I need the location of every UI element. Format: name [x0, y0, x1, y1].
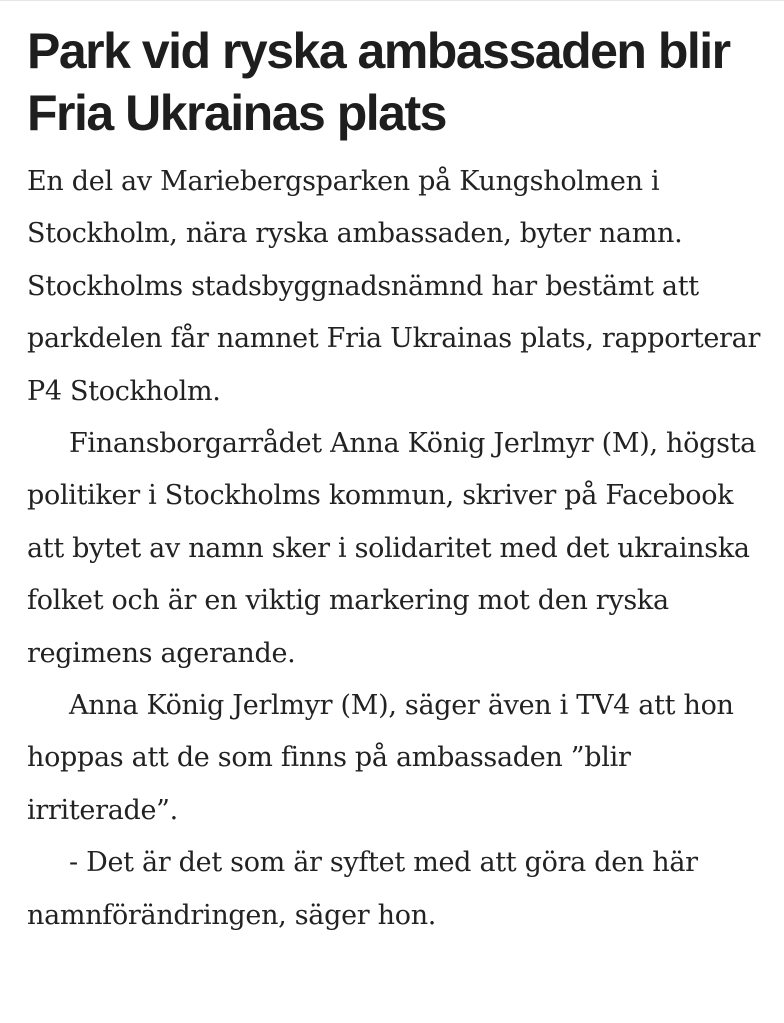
article-body: [27, 156, 767, 942]
top-divider: [0, 0, 784, 1]
article-paragraph: Anna König Jerlmyr (M), säger även i TV4 att hon hoppas att de som finns på ambassaden ”blir irriterade”.: [27, 690, 734, 826]
article-paragraph: Finansborgarrådet Anna König Jerlmyr (M), högsta politiker i Stockholms kommun, skriver på Facebook att bytet av namn sker i solidaritet med det ukrainska folket och är en viktig markering mot den ryska regimens agerande.: [27, 428, 756, 669]
article-headline: Park vid ryska ambassaden blir Fria Ukrainas plats: [27, 23, 730, 141]
news-article: [27, 20, 767, 942]
article-quote-paragraph: - Det är det som är syftet med att göra den här namnförändringen, säger hon.: [27, 847, 698, 931]
article-paragraph-lead: En del av Mariebergsparken på Kungsholmen i Stockholm, nära ryska ambassaden, byter namn. Stockholms stadsbyggnadsnämnd har bestämt att parkdelen får namnet Fria Ukrainas plats, rapporterar P4 Stockholm.: [27, 166, 761, 407]
